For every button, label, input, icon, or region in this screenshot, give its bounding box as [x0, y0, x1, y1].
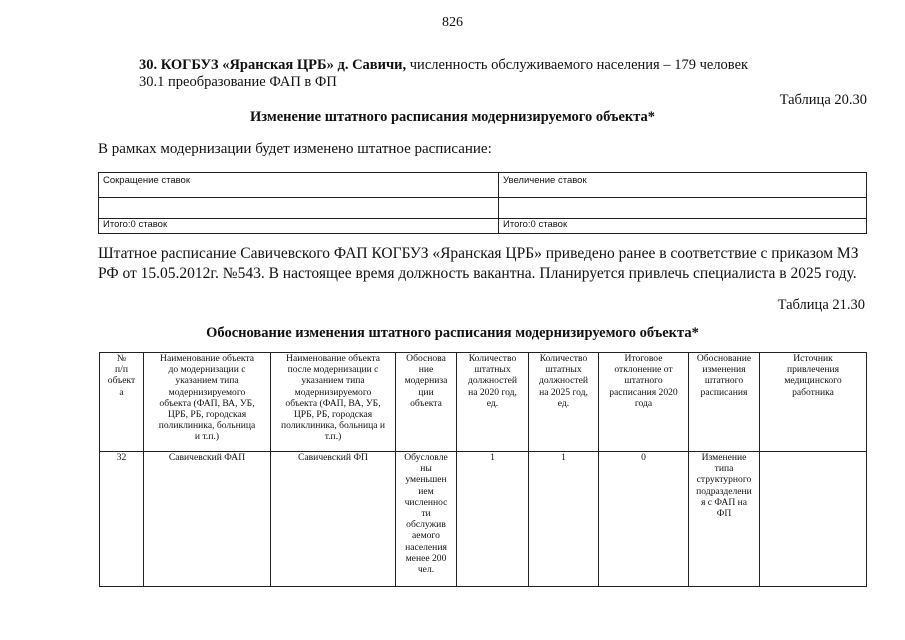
header-modernization-reason: Обоснова ние модерниза ции объекта	[396, 353, 457, 452]
cell-name-before: Савичевский ФАП	[144, 452, 271, 587]
cell-staff-source	[760, 452, 867, 587]
cell-change-reason: Изменение типа структурного подразделени я с ФАП на ФП	[689, 452, 760, 587]
table1-caption: Таблица 20.30	[779, 92, 867, 108]
intro-text: В рамках модернизации будет изменено штатное расписание:	[98, 141, 492, 157]
table-row	[100, 452, 867, 587]
increase-header: Увеличение ставок	[499, 173, 867, 198]
header-positions-2020: Количество штатных должностей на 2020 год, ед.	[457, 353, 529, 452]
staff-change-table	[98, 172, 867, 234]
cell-positions-2025: 1	[529, 452, 599, 587]
staff-text-line-1: Штатное расписание Савичевского ФАП КОГБУЗ «Яранская ЦРБ» приведено ранее в соответствие с приказом МЗ	[98, 245, 859, 262]
cell-total-deviation: 0	[599, 452, 689, 587]
section-heading-number: 30.	[139, 57, 158, 73]
cell-name-after: Савичевский ФП	[271, 452, 396, 587]
cell-positions-2020: 1	[457, 452, 529, 587]
reduction-cell	[99, 198, 499, 219]
staff-change-empty-row	[99, 198, 867, 219]
header-name-before: Наименование объекта до модернизации с указанием типа модернизируемого объекта (ФАП, ВА, УБ, ЦРБ, РБ, городская поликлиника, больница и т.п.)	[144, 353, 271, 452]
header-staff-source: Источник привлечения медицинского работника	[760, 353, 867, 452]
reduction-total: Итого:0 ставок	[99, 219, 499, 234]
header-name-after: Наименование объекта после модернизации с указанием типа модернизируемого объекта (ФАП, ВА, УБ, ЦРБ, РБ, городская поликлиника, больница и т.п.)	[271, 353, 396, 452]
section-heading-population: численность обслуживаемого населения – 179 человек	[406, 57, 749, 73]
header-change-reason: Обоснование изменения штатного расписания	[689, 353, 760, 452]
cell-modernization-reason: Обусловле ны уменьшен ием численнос ти обслужив аемого населения менее 200 чел.	[396, 452, 457, 587]
staff-text-line-2: РФ от 15.05.2012г. №543. В настоящее время должность вакантна. Планируется привлечь специалиста в 2025 году.	[98, 265, 857, 282]
table2-caption: Таблица 21.30	[777, 297, 865, 313]
header-total-deviation: Итоговое отклонение от штатного расписания 2020 года	[599, 353, 689, 452]
header-positions-2025: Количество штатных должностей на 2025 год, ед.	[529, 353, 599, 452]
staff-change-header-row	[99, 173, 867, 198]
staff-change-total-row	[99, 219, 867, 234]
table2-title: Обоснование изменения штатного расписания модернизируемого объекта*	[206, 325, 699, 341]
cell-object-number: 32	[100, 452, 144, 587]
table1-title: Изменение штатного расписания модернизируемого объекта*	[249, 109, 656, 125]
page-number: 826	[442, 15, 463, 30]
subheading: 30.1 преобразование ФАП в ФП	[139, 74, 337, 90]
justification-header-row	[100, 353, 867, 452]
header-object-number: № п/п объект а	[100, 353, 144, 452]
justification-table	[99, 352, 867, 587]
section-heading-organization: КОГБУЗ «Яранская ЦРБ» д. Савичи,	[160, 57, 407, 73]
increase-cell	[499, 198, 867, 219]
reduction-header: Сокращение ставок	[99, 173, 499, 198]
section-heading	[139, 57, 748, 74]
increase-total: Итого:0 ставок	[499, 219, 867, 234]
